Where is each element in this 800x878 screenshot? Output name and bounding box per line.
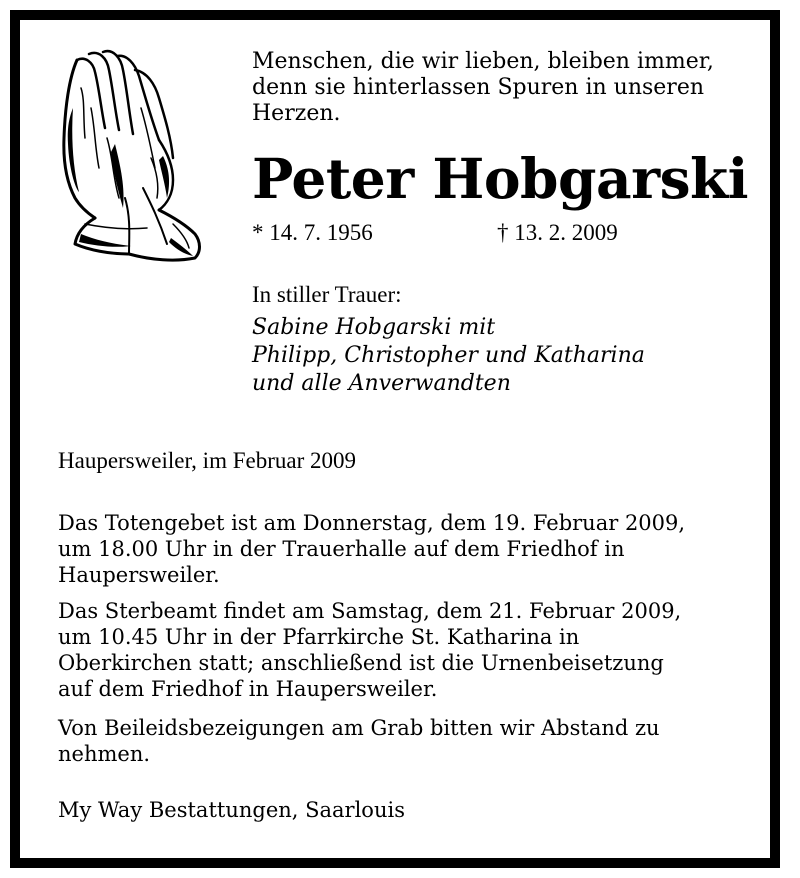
paragraph-line: um 10.45 Uhr in der Pfarrkirche St. Katharina in [58, 625, 580, 649]
mourner-line: Philipp, Christopher und Katharina [252, 343, 645, 368]
paragraph-line: Das Sterbeamt findet am Samstag, dem 21. Februar 2009, [58, 599, 682, 623]
paragraph-line: Das Totengebet ist am Donnerstag, dem 19. Februar 2009, [58, 511, 686, 535]
condolence-paragraph [58, 715, 660, 767]
birth-date: * 14. 7. 1956 [252, 220, 373, 245]
death-date: † 13. 2. 2009 [497, 220, 618, 245]
requiem-paragraph [58, 598, 681, 702]
paragraph-line: um 18.00 Uhr in der Trauerhalle auf dem Friedhof in [58, 537, 625, 561]
place-and-date: Haupersweiler, im Februar 2009 [58, 448, 356, 473]
paragraph-line: Oberkirchen statt; anschließend ist die Urnenbeisetzung [58, 651, 664, 675]
paragraph-line: Von Beileidsbezeigungen am Grab bitten wir Abstand zu [58, 716, 660, 740]
paragraph-line: auf dem Friedhof in Haupersweiler. [58, 677, 438, 701]
undertaker: My Way Bestattungen, Saarlouis [58, 798, 405, 822]
mourners-list [252, 314, 645, 398]
prayer-service-paragraph [58, 510, 685, 588]
memorial-quote [252, 49, 762, 127]
mourning-label: In stiller Trauer: [252, 282, 402, 307]
quote-line: Menschen, die wir lieben, bleiben immer, [252, 49, 714, 74]
paragraph-line: nehmen. [58, 742, 151, 766]
mourner-line: Sabine Hobgarski mit [252, 315, 496, 340]
praying-hands-icon [55, 48, 207, 263]
deceased-name: Peter Hobgarski [252, 146, 749, 211]
quote-line: denn sie hinterlassen Spuren in unseren [252, 75, 705, 100]
mourner-line: und alle Anverwandten [252, 371, 511, 396]
paragraph-line: Haupersweiler. [58, 563, 220, 587]
quote-line: Herzen. [252, 101, 341, 126]
